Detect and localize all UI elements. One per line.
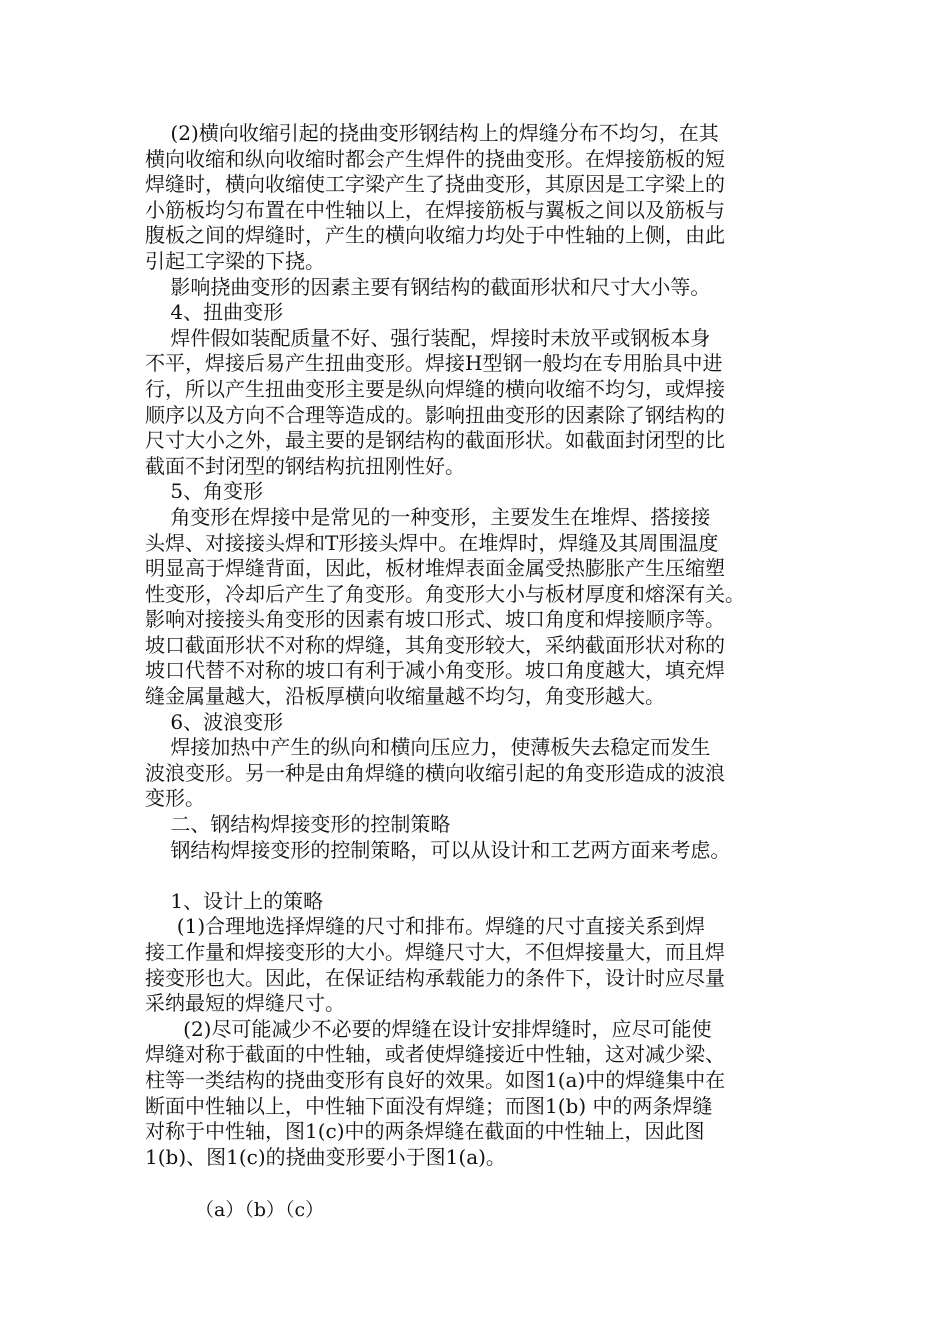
text-line: 影响对接接头角变形的因素有坡口形式、坡口角度和焊接顺序等。: [145, 607, 725, 632]
text-line: 横向收缩和纵向收缩时都会产生焊件的挠曲变形。在焊接筋板的短: [145, 146, 725, 171]
text-line: 明显高于焊缝背面，因此，板材堆焊表面金属受热膨胀产生压缩塑: [145, 556, 725, 581]
text-line: 焊缝对称于截面的中性轴，或者使焊缝接近中性轴，这对减少梁、: [145, 1042, 725, 1067]
text-line: 焊件假如装配质量不好、强行装配，焊接时未放平或钢板本身: [145, 325, 711, 350]
text-line: 小筋板均匀布置在中性轴以上，在焊接筋板与翼板之间以及筋板与: [145, 197, 725, 222]
text-line: 坡口代替不对称的坡口有利于减小角变形。坡口角度越大，填充焊: [145, 658, 725, 683]
text-line: 坡口截面形状不对称的焊缝，其角变形较大，采纳截面形状对称的: [145, 632, 725, 657]
text-line: 采纳最短的焊缝尺寸。: [145, 991, 345, 1016]
text-line: 缝金属量越大，沿板厚横向收缩量越不均匀，角变形越大。: [145, 684, 665, 709]
text-line: 行，所以产生扭曲变形主要是纵向焊缝的横向收缩不均匀，或焊接: [145, 376, 725, 401]
text-line: 二、钢结构焊接变形的控制策略: [145, 812, 451, 837]
text-line: 4、扭曲变形: [145, 300, 284, 325]
text-line: 波浪变形。另一种是由角焊缝的横向收缩引起的角变形造成的波浪: [145, 760, 725, 785]
text-line: 顺序以及方向不合理等造成的。影响扭曲变形的因素除了钢结构的: [145, 402, 725, 427]
text-line: 1、设计上的策略: [145, 888, 324, 913]
text-line: 腹板之间的焊缝时，产生的横向收缩力均处于中性轴的上侧，由此: [145, 223, 725, 248]
text-line: 断面中性轴以上，中性轴下面没有焊缝；而图1(b) 中的两条焊缝: [145, 1093, 713, 1118]
text-line: 性变形，冷却后产生了角变形。角变形大小与板材厚度和熔深有关。: [145, 581, 745, 606]
text-line: 5、角变形: [145, 479, 264, 504]
text-line: 接工作量和焊接变形的大小。焊缝尺寸大，不但焊接量大，而且焊: [145, 940, 725, 964]
text-line: 6、波浪变形: [145, 709, 284, 734]
text-line: 影响挠曲变形的因素主要有钢结构的截面形状和尺寸大小等。: [145, 274, 711, 299]
text-line: (2)尽可能减少不必要的焊缝在设计安排焊缝时，应尽可能使: [145, 1016, 712, 1041]
document-body: [145, 121, 810, 1170]
text-line: 焊缝时，横向收缩使工字梁产生了挠曲变形，其原因是工字梁上的: [145, 172, 725, 197]
text-line: 焊接加热中产生的纵向和横向压应力，使薄板失去稳定而发生: [145, 735, 711, 760]
text-line: [145, 863, 810, 889]
text-line: (2)横向收缩引起的挠曲变形钢结构上的焊缝分布不均匀，在其: [145, 121, 719, 145]
text-line: 变形。: [145, 786, 205, 811]
text-line: 引起工字梁的下挠。: [145, 248, 325, 273]
text-line: 不平，焊接后易产生扭曲变形。焊接H型钢一般均在专用胎具中进: [145, 351, 723, 376]
text-line: 头焊、对接接头焊和T形接头焊中。在堆焊时，焊缝及其周围温度: [145, 530, 719, 555]
text-line: 钢结构焊接变形的控制策略，可以从设计和工艺两方面来考虑。: [145, 837, 731, 862]
text-line: (1)合理地选择焊缝的尺寸和排布。焊缝的尺寸直接关系到焊: [145, 914, 706, 939]
text-line: 1(b)、图1(c)的挠曲变形要小于图1(a)。: [145, 1144, 506, 1169]
text-line: 对称于中性轴，图1(c)中的两条焊缝在截面的中性轴上，因此图: [145, 1119, 705, 1144]
text-line: 尺寸大小之外，最主要的是钢结构的截面形状。如截面封闭型的比: [145, 428, 725, 453]
text-line: 接变形也大。因此，在保证结构承载能力的条件下，设计时应尽量: [145, 965, 725, 990]
text-line: 截面不封闭型的钢结构抗扭刚性好。: [145, 453, 465, 478]
text-line: 柱等一类结构的挠曲变形有良好的效果。如图1(a)中的焊缝集中在: [145, 1067, 726, 1092]
text-line: 角变形在焊接中是常见的一种变形，主要发生在堆焊、搭接接: [145, 504, 711, 529]
figure-caption: （a）（b）（c）: [195, 1199, 325, 1221]
